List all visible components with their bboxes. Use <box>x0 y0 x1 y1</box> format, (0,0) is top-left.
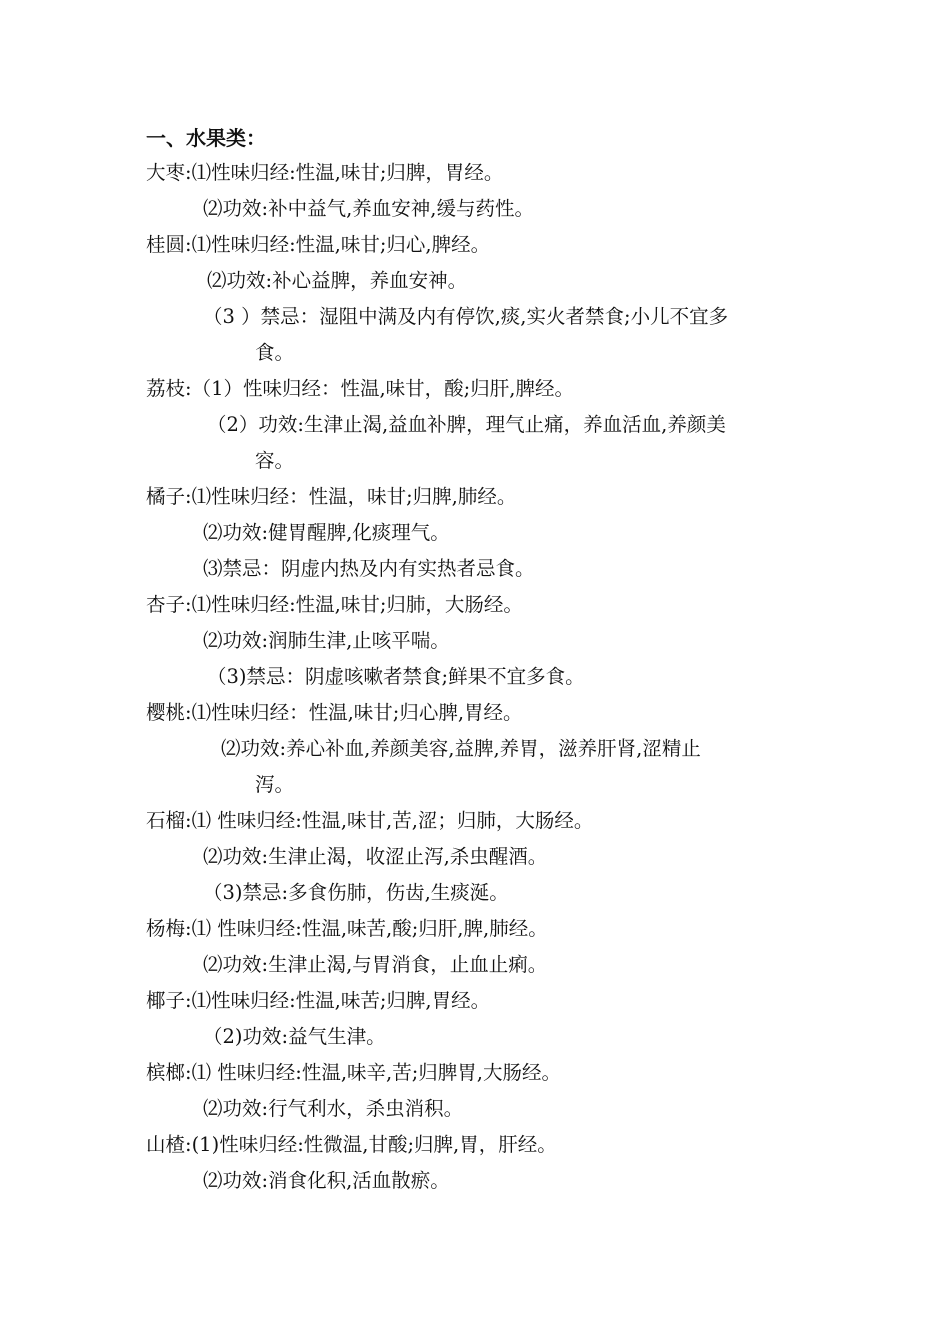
entry-xingzi-taboo: （3)禁忌：阴虚咳嗽者禁食;鲜果不宜多食。 <box>207 665 585 688</box>
entry-dazao-nature: 大枣:⑴性味归经:性温,味甘;归脾，胃经。 <box>146 161 504 184</box>
entry-yingtao-nature: 樱桃:⑴性味归经：性温,味甘;归心脾,胃经。 <box>146 701 523 724</box>
entry-dazao-effect: ⑵功效:补中益气,养血安神,缓与药性。 <box>203 197 534 220</box>
entry-guiyuan-nature: 桂圆:⑴性味归经:性温,味甘;归心,脾经。 <box>146 233 491 256</box>
entry-shiliu-taboo: （3)禁忌:多食伤肺，伤齿,生痰涎。 <box>203 881 509 904</box>
entry-juzi-taboo: ⑶禁忌：阴虚内热及内有实热者忌食。 <box>203 557 535 580</box>
section-heading: 一、水果类： <box>146 126 266 150</box>
entry-guiyuan-taboo-cont: 食。 <box>255 341 295 364</box>
entry-yezi-effect: （2)功效:益气生津。 <box>203 1025 386 1048</box>
entry-shiliu-effect: ⑵功效:生津止渴，收涩止泻,杀虫醒酒。 <box>203 845 548 868</box>
entry-binglang-effect: ⑵功效:行气利水，杀虫消积。 <box>203 1097 464 1120</box>
entry-yangmei-nature: 杨梅:⑴ 性味归经:性温,味苦,酸;归肝,脾,肺经。 <box>146 917 548 940</box>
entry-guiyuan-taboo: （3 ）禁忌：湿阻中满及内有停饮,痰,实火者禁食;小儿不宜多 <box>203 305 729 328</box>
entry-yingtao-effect: ⑵功效:养心补血,养颜美容,益脾,养胃，滋养肝肾,涩精止 <box>221 737 701 760</box>
entry-guiyuan-effect: ⑵功效:补心益脾，养血安神。 <box>207 269 468 292</box>
entry-shanzha-effect: ⑵功效:消食化积,活血散瘀。 <box>203 1169 450 1192</box>
entry-shiliu-nature: 石榴:⑴ 性味归经:性温,味甘,苦,涩；归肺，大肠经。 <box>146 809 594 832</box>
entry-lizhi-nature: 荔枝:（1）性味归经：性温,味甘，酸;归肝,脾经。 <box>146 377 574 400</box>
entry-binglang-nature: 槟榔:⑴ 性味归经:性温,味辛,苦;归脾胃,大肠经。 <box>146 1061 562 1084</box>
entry-yangmei-effect: ⑵功效:生津止渴,与胃消食，止血止痢。 <box>203 953 548 976</box>
entry-yingtao-effect-cont: 泻。 <box>255 773 295 796</box>
entry-lizhi-effect-cont: 容。 <box>255 449 295 472</box>
entry-juzi-effect: ⑵功效:健胃醒脾,化痰理气。 <box>203 521 450 544</box>
entry-shanzha-nature: 山楂:(1)性味归经:性微温,甘酸;归脾,胃，肝经。 <box>146 1133 557 1156</box>
entry-juzi-nature: 橘子:⑴性味归经：性温，味甘;归脾,肺经。 <box>146 485 517 508</box>
entry-xingzi-nature: 杏子:⑴性味归经:性温,味甘;归肺，大肠经。 <box>146 593 523 616</box>
entry-lizhi-effect: （2）功效:生津止渴,益血补脾，理气止痛，养血活血,养颜美 <box>207 413 726 436</box>
entry-yezi-nature: 椰子:⑴性味归经:性温,味苦;归脾,胃经。 <box>146 989 491 1012</box>
entry-xingzi-effect: ⑵功效:润肺生津,止咳平喘。 <box>203 629 450 652</box>
